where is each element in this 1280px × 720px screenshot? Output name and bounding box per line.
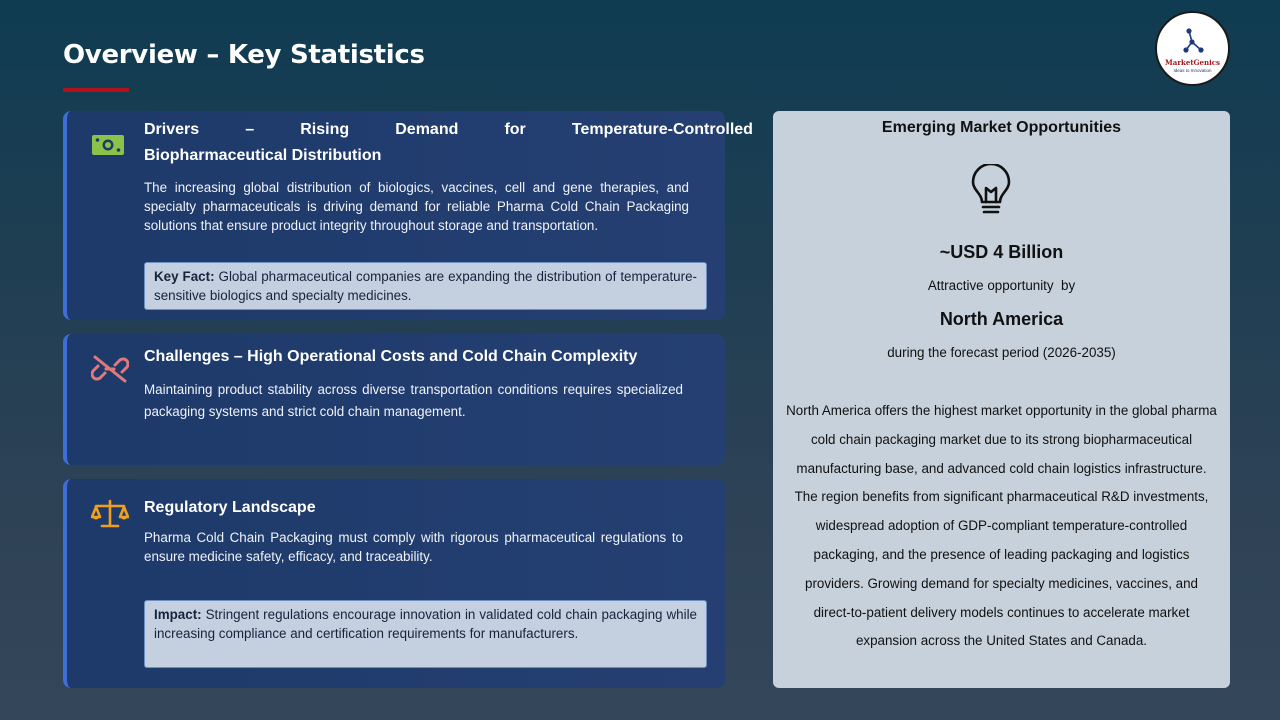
heading-word: Drivers bbox=[144, 121, 200, 138]
key-fact-text: Global pharmaceutical companies are expanding the distribution of temperature-sensitive biologics and specialty medicines. bbox=[154, 269, 697, 303]
lightbulb-icon bbox=[969, 164, 1013, 218]
regulatory-card bbox=[63, 479, 725, 688]
drivers-heading-line1 bbox=[144, 117, 753, 143]
opportunities-panel bbox=[773, 111, 1230, 688]
heading-word: for bbox=[504, 121, 526, 138]
balance-scale-icon bbox=[91, 499, 129, 529]
regulatory-heading: Regulatory Landscape bbox=[144, 499, 316, 516]
attractive-label: Attractive opportunity by bbox=[927, 278, 1076, 293]
drivers-heading-line2: Biopharmaceutical Distribution bbox=[144, 147, 382, 164]
region-name: North America bbox=[939, 309, 1064, 329]
region-description: North America offers the highest market opportunity in the global pharma cold chain packaging market due to its strong biopharmaceutical manufacturing base, and advanced cold chain logistics infrastructure. The region benefits from significant pharmaceutical R&D investments, widespread adoption of GDP-compliant temperature-controlled packaging, and the presence of leading packaging and logistics providers. Growing demand for specialty medicines, vaccines, and direct-to-patient delivery models continues to accelerate market expansion across the United States and Canada. bbox=[786, 403, 1217, 649]
heading-word: – bbox=[245, 121, 255, 138]
impact-label: Impact: bbox=[154, 607, 202, 622]
company-logo bbox=[1155, 11, 1230, 86]
broken-link-icon bbox=[91, 354, 129, 384]
network-icon bbox=[1182, 27, 1206, 55]
heading-word: Temperature-Controlled bbox=[571, 121, 753, 138]
title-underline bbox=[63, 88, 129, 92]
challenges-heading: Challenges – High Operational Costs and Cold Chain Complexity bbox=[144, 348, 638, 365]
opportunity-amount: ~USD 4 Billion bbox=[939, 242, 1064, 262]
impact-text: Stringent regulations encourage innovation in validated cold chain packaging while increasing compliance and certification requirements for manufacturers. bbox=[154, 607, 697, 641]
drivers-body: The increasing global distribution of biologics, vaccines, cell and gene therapies, and specialty pharmaceuticals is driving demand for reliable Pharma Cold Chain Packaging solutions that ensure product integrity throughout storage and transportation. bbox=[144, 180, 689, 234]
challenges-card bbox=[63, 334, 725, 465]
challenges-body: Maintaining product stability across diverse transportation conditions requires specialized packaging systems and strict cold chain management. bbox=[144, 382, 683, 419]
page-title: Overview – Key Statistics bbox=[63, 40, 425, 70]
money-bill-icon bbox=[91, 133, 125, 157]
impact-box bbox=[144, 600, 707, 668]
key-fact-box bbox=[144, 262, 707, 310]
heading-word: Rising bbox=[300, 121, 350, 138]
regulatory-body: Pharma Cold Chain Packaging must comply with rigorous pharmaceutical regulations to ensure medicine safety, efficacy, and traceability. bbox=[144, 530, 683, 564]
logo-name: MarketGenics bbox=[1165, 58, 1220, 67]
logo-tagline: Ideas to Innovation bbox=[1173, 68, 1212, 73]
heading-word: Demand bbox=[395, 121, 459, 138]
panel-title: Emerging Market Opportunities bbox=[881, 119, 1122, 136]
drivers-heading bbox=[144, 117, 753, 169]
key-fact-label: Key Fact: bbox=[154, 269, 215, 284]
drivers-card bbox=[63, 111, 753, 320]
forecast-period: during the forecast period (2026-2035) bbox=[887, 345, 1116, 360]
